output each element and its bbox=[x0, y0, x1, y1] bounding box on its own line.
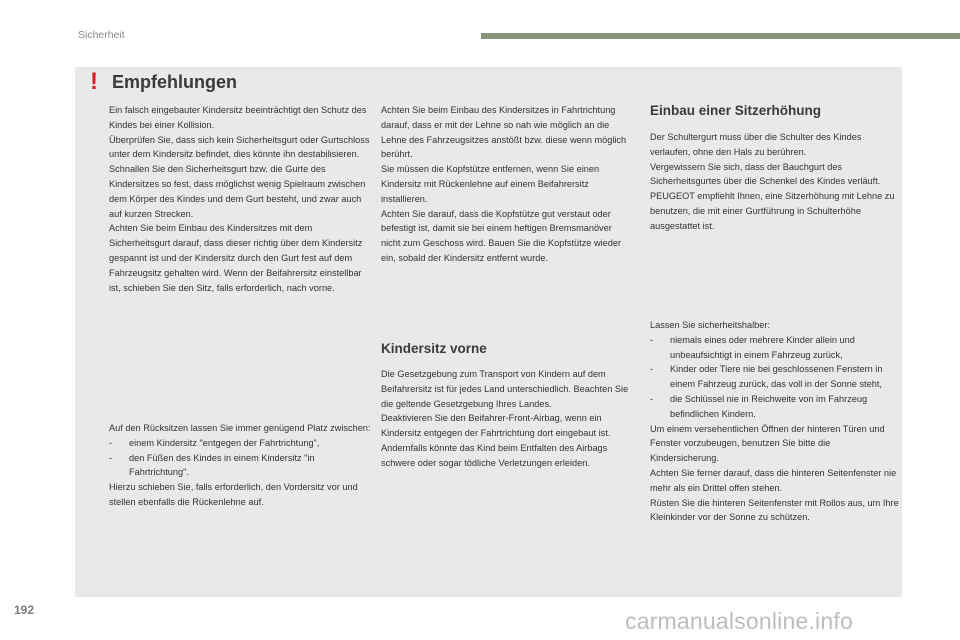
header-bar bbox=[481, 33, 960, 39]
paragraph: Achten Sie beim Einbau des Kindersitzes mit dem Sicherheitsgurt darauf, dass dieser richtig über dem Kindersitz gespannt ist und der Kindersitz durch den Gurt fest auf dem Fahrzeugsitz gehalten wird. Wenn der Beifahrersitz einstellbar ist, schieben Sie den Sitz, falls erforderlich, nach vorne. bbox=[109, 223, 363, 293]
paragraph: Lassen Sie sicherheitshalber: bbox=[650, 320, 771, 330]
list-item: - niemals eines oder mehrere Kinder allein und unbeaufsichtigt in einem Fahrzeug zurück, bbox=[650, 333, 900, 363]
heading-kindersitz-vorne: Kindersitz vorne bbox=[381, 341, 487, 356]
dash-marker: - bbox=[650, 393, 654, 404]
paragraph: Sie müssen die Kopfstütze entfernen, wenn Sie einen Kindersitz mit Rückenlehne auf einem Beifahrersitz installieren. bbox=[381, 164, 600, 204]
dash-marker: - bbox=[650, 334, 654, 345]
col1-bottom bbox=[109, 421, 371, 510]
paragraph: Ein falsch eingebauter Kindersitz beeinträchtigt den Schutz des Kindes bei einer Kollision. bbox=[109, 105, 367, 130]
dash-marker: - bbox=[650, 364, 654, 375]
heading-sitzerhoehung: Einbau einer Sitzerhöhung bbox=[650, 103, 822, 118]
section-label: Sicherheit bbox=[78, 29, 125, 41]
col3-top bbox=[650, 130, 898, 234]
paragraph: Achten Sie beim Einbau des Kindersitzes in Fahrtrichtung darauf, dass er mit der Lehne so nah wie möglich an die Lehne des Fahrzeugsitzes anstößt bzw. diese wenn möglich berührt. bbox=[381, 105, 627, 160]
list-item: - den Füßen des Kindes in einem Kindersitz "in Fahrtrichtung". bbox=[109, 451, 371, 481]
paragraph: Rüsten Sie die hinteren Seitenfenster mit Rollos aus, um Ihre Kleinkinder vor der Sonne zu schützen. bbox=[650, 497, 899, 523]
paragraph: Schnallen Sie den Sicherheitsgurt bzw. die Gurte des Kindersitzes so fest, dass möglichst wenig Spielraum zwischen dem Körper des Kindes und dem Gurt besteht, und zwar auch auf kurzen Strecken. bbox=[109, 164, 366, 219]
paragraph: Achten Sie darauf, dass die Kopfstütze gut verstaut oder befestigt ist, damit sie bei einem heftigen Bremsmanöver nicht zum Geschoss wird. Bauen Sie die Kopfstütze wieder ein, sobald der Kindersitz entfernt wurde. bbox=[381, 208, 622, 263]
paragraph: Um einem versehentlichen Öffnen der hinteren Türen und Fenster vorzubeugen, benutzen Sie bitte die Kindersicherung. bbox=[650, 423, 885, 464]
paragraph: Deaktivieren Sie den Beifahrer-Front-Airbag, wenn ein Kindersitz entgegen der Fahrtrichtung dort eingebaut ist. bbox=[381, 413, 611, 439]
exclamation-warning-icon: ! bbox=[90, 68, 98, 95]
paragraph: Vergewissern Sie sich, dass der Bauchgurt des Sicherheitsgurtes über die Schenkel des Kindes verläuft. bbox=[650, 161, 881, 187]
paragraph: Andernfalls könnte das Kind beim Entfalten des Airbags schwere oder sogar tödliche Verletzungen erleiden. bbox=[381, 442, 608, 468]
page-title: Empfehlungen bbox=[112, 72, 237, 92]
paragraph: Überprüfen Sie, dass sich kein Sicherheitsgurt oder Gurtschloss unter dem Kindersitz befindet, dies könnte ihn destabilisieren. bbox=[109, 134, 370, 160]
list-item: - die Schlüssel nie in Reichweite von im Fahrzeug befindlichen Kindern. bbox=[650, 392, 900, 422]
page-number: 192 bbox=[14, 603, 35, 617]
paragraph: Achten Sie ferner darauf, dass die hinteren Seitenfenster nie mehr als ein Drittel offen stehen. bbox=[650, 467, 897, 493]
paragraph: Der Schultergurt muss über die Schulter des Kindes verlaufen, ohne den Hals zu berühren. bbox=[650, 132, 862, 157]
col2-bottom bbox=[381, 367, 633, 471]
col2-top bbox=[381, 103, 633, 266]
paragraph: PEUGEOT empfiehlt Ihnen, eine Sitzerhöhung mit Lehne zu benutzen, die mit einer Gurtführung in Schulterhöhe ausgestattet ist. bbox=[650, 191, 895, 231]
watermark: carmanualsonline.info bbox=[625, 608, 853, 634]
dash-marker: - bbox=[109, 437, 113, 448]
paragraph: Auf den Rücksitzen lassen Sie immer genügend Platz zwischen: bbox=[109, 423, 371, 433]
paragraph: Hierzu schieben Sie, falls erforderlich, den Vordersitz vor und stellen ebenfalls die Rückenlehne auf. bbox=[109, 482, 358, 507]
dash-marker: - bbox=[109, 452, 113, 463]
col3-bottom bbox=[650, 318, 900, 525]
col1-top bbox=[109, 103, 371, 295]
paragraph: Die Gesetzgebung zum Transport von Kindern auf dem Beifahrersitz ist für jedes Land unterschiedlich. Beachten Sie die geltende Gesetzgebung Ihres Landes. bbox=[381, 369, 629, 409]
list-item: - Kinder oder Tiere nie bei geschlossenen Fenstern in einem Fahrzeug zurück, das voll in der Sonne steht, bbox=[650, 362, 900, 392]
list-item: - einem Kindersitz "entgegen der Fahrtrichtung", bbox=[109, 436, 371, 451]
